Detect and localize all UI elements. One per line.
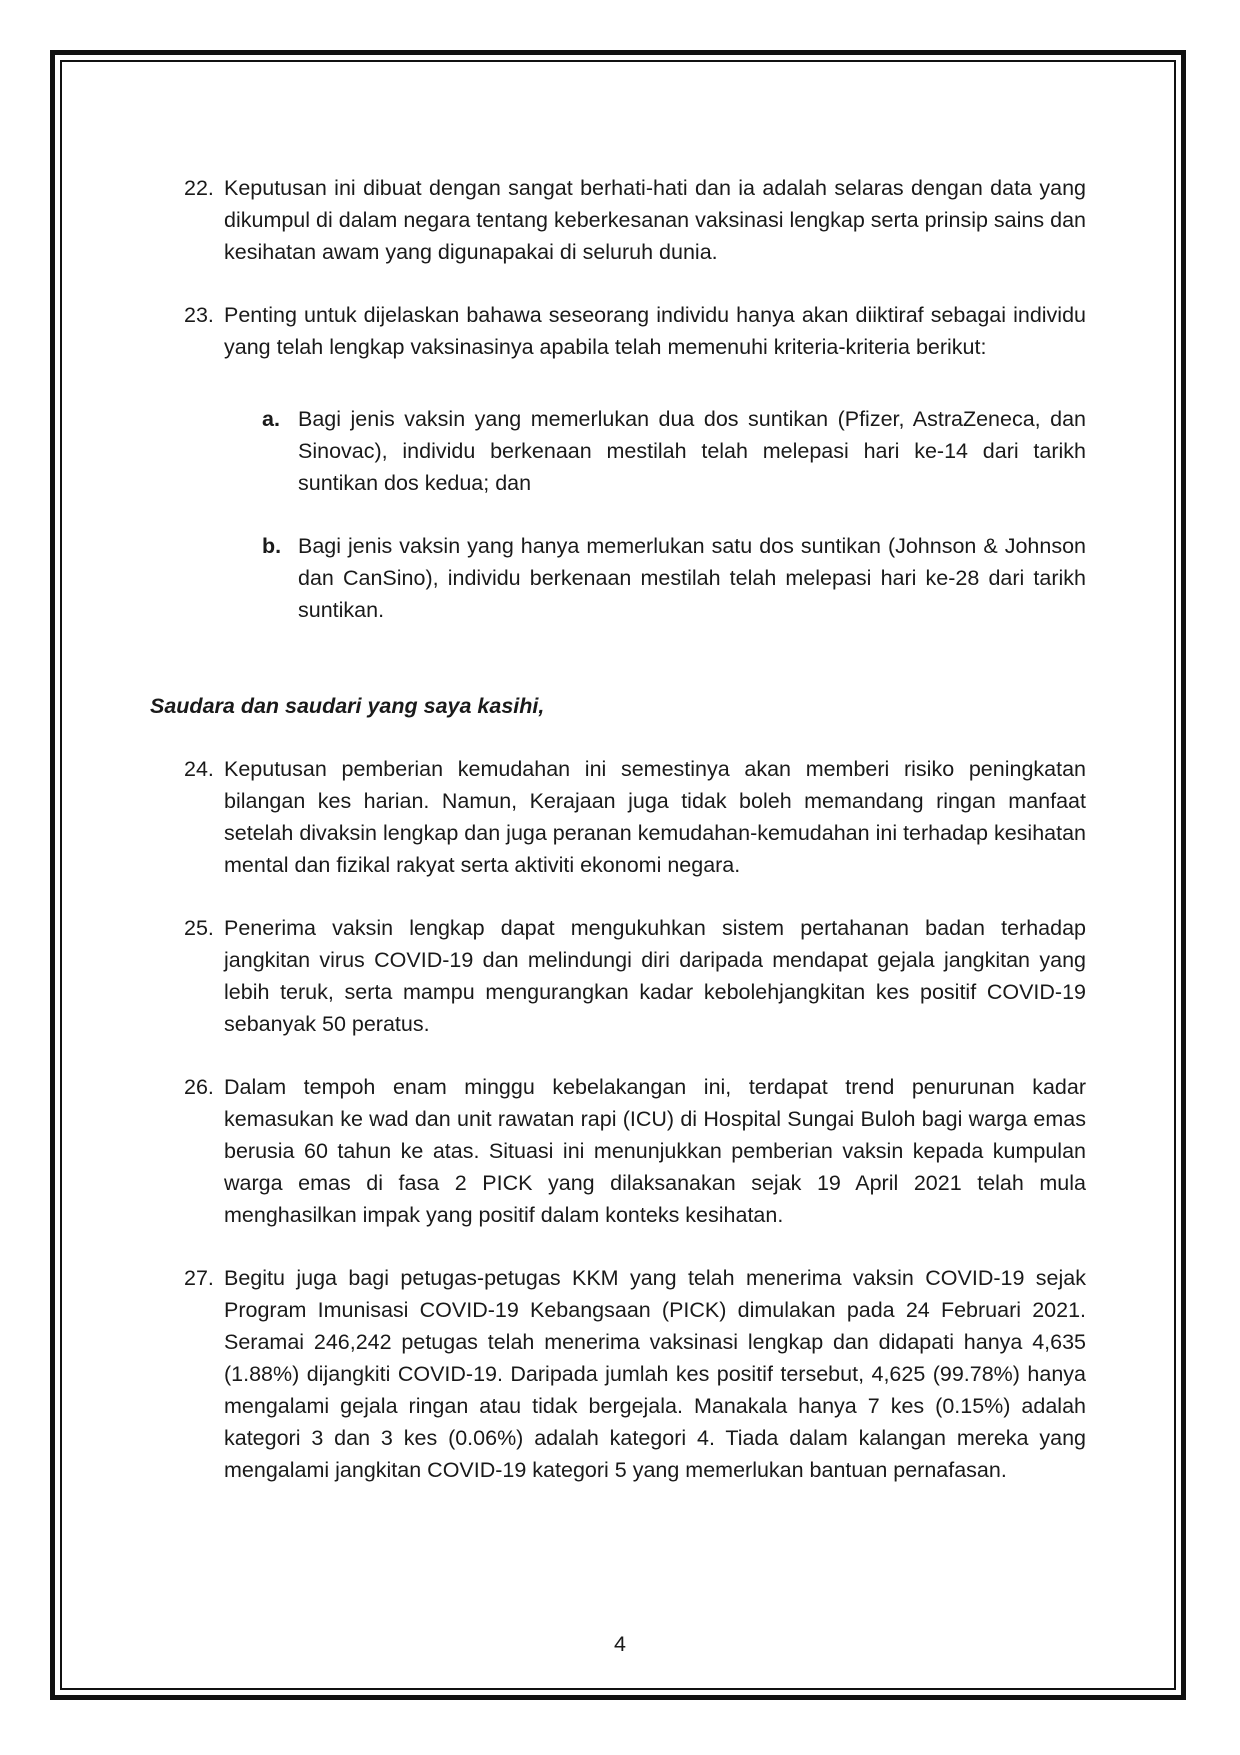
paragraph-number: 24.	[184, 757, 214, 781]
paragraph-24	[150, 753, 1086, 881]
criteria-letter: b.	[262, 534, 282, 558]
paragraph-text: Begitu juga bagi petugas-petugas KKM yang telah menerima vaksin COVID-19 sejak Program Imunisasi COVID-19 Kebangsaan (PICK) dimulakan pada 24 Februari 2021. Seramai 246,242 petugas telah menerima vaksinasi lengkap dan didapati hanya 4,635 (1.88%) dijangkiti COVID-19. Daripada jumlah kes positif tersebut, 4,625 (99.78%) hanya mengalami gejala ringan atau tidak bergejala. Manakala hanya 7 kes (0.15%) adalah kategori 3 dan 3 kes (0.06%) adalah kategori 4. Tiada dalam kalangan mereka yang mengalami jangkitan COVID-19 kategori 5 yang memerlukan bantuan pernafasan.	[224, 1266, 1086, 1482]
paragraph-text: Penting untuk dijelaskan bahawa seseorang individu hanya akan diiktiraf sebagai individu yang telah lengkap vaksinasinya apabila telah memenuhi kriteria-kriteria berikut:	[224, 303, 1086, 359]
paragraph-number: 23.	[184, 303, 214, 327]
page-number: 4	[614, 1632, 626, 1656]
paragraph-22	[150, 172, 1086, 268]
paragraph-number: 27.	[184, 1266, 214, 1290]
criteria-item-a	[150, 403, 1086, 499]
paragraph-number: 26.	[184, 1075, 214, 1099]
paragraph-number: 22.	[184, 176, 214, 200]
paragraph-27	[150, 1262, 1086, 1486]
paragraph-25	[150, 912, 1086, 1040]
criteria-text: Bagi jenis vaksin yang memerlukan dua dos suntikan (Pfizer, AstraZeneca, dan Sinovac), individu berkenaan mestilah telah melepasi hari ke-14 dari tarikh suntikan dos kedua; dan	[298, 407, 1086, 495]
criteria-letter: a.	[262, 407, 280, 431]
document-body	[150, 172, 1086, 1517]
criteria-text: Bagi jenis vaksin yang hanya memerlukan satu dos suntikan (Johnson & Johnson dan CanSino), individu berkenaan mestilah telah melepasi hari ke-28 dari tarikh suntikan.	[298, 534, 1086, 622]
criteria-item-b	[150, 530, 1086, 626]
paragraph-26	[150, 1071, 1086, 1231]
section-heading: Saudara dan saudari yang saya kasihi,	[150, 694, 545, 718]
paragraph-text: Keputusan ini dibuat dengan sangat berhati-hati dan ia adalah selaras dengan data yang dikumpul di dalam negara tentang keberkesanan vaksinasi lengkap serta prinsip sains dan kesihatan awam yang digunapakai di seluruh dunia.	[224, 176, 1086, 264]
paragraph-number: 25.	[184, 916, 214, 940]
paragraph-text: Keputusan pemberian kemudahan ini semestinya akan memberi risiko peningkatan bilangan kes harian. Namun, Kerajaan juga tidak boleh memandang ringan manfaat setelah divaksin lengkap dan juga peranan kemudahan-kemudahan ini terhadap kesihatan mental dan fizikal rakyat serta aktiviti ekonomi negara.	[224, 757, 1086, 877]
paragraph-text: Dalam tempoh enam minggu kebelakangan ini, terdapat trend penurunan kadar kemasukan ke wad dan unit rawatan rapi (ICU) di Hospital Sungai Buloh bagi warga emas berusia 60 tahun ke atas. Situasi ini menunjukkan pemberian vaksin kepada kumpulan warga emas di fasa 2 PICK yang dilaksanakan sejak 19 April 2021 telah mula menghasilkan impak yang positif dalam konteks kesihatan.	[224, 1075, 1086, 1227]
paragraph-23	[150, 299, 1086, 363]
paragraph-text: Penerima vaksin lengkap dapat mengukuhkan sistem pertahanan badan terhadap jangkitan virus COVID-19 dan melindungi diri daripada mendapat gejala jangkitan yang lebih teruk, serta mampu mengurangkan kadar kebolehjangkitan kes positif COVID-19 sebanyak 50 peratus.	[224, 916, 1086, 1036]
